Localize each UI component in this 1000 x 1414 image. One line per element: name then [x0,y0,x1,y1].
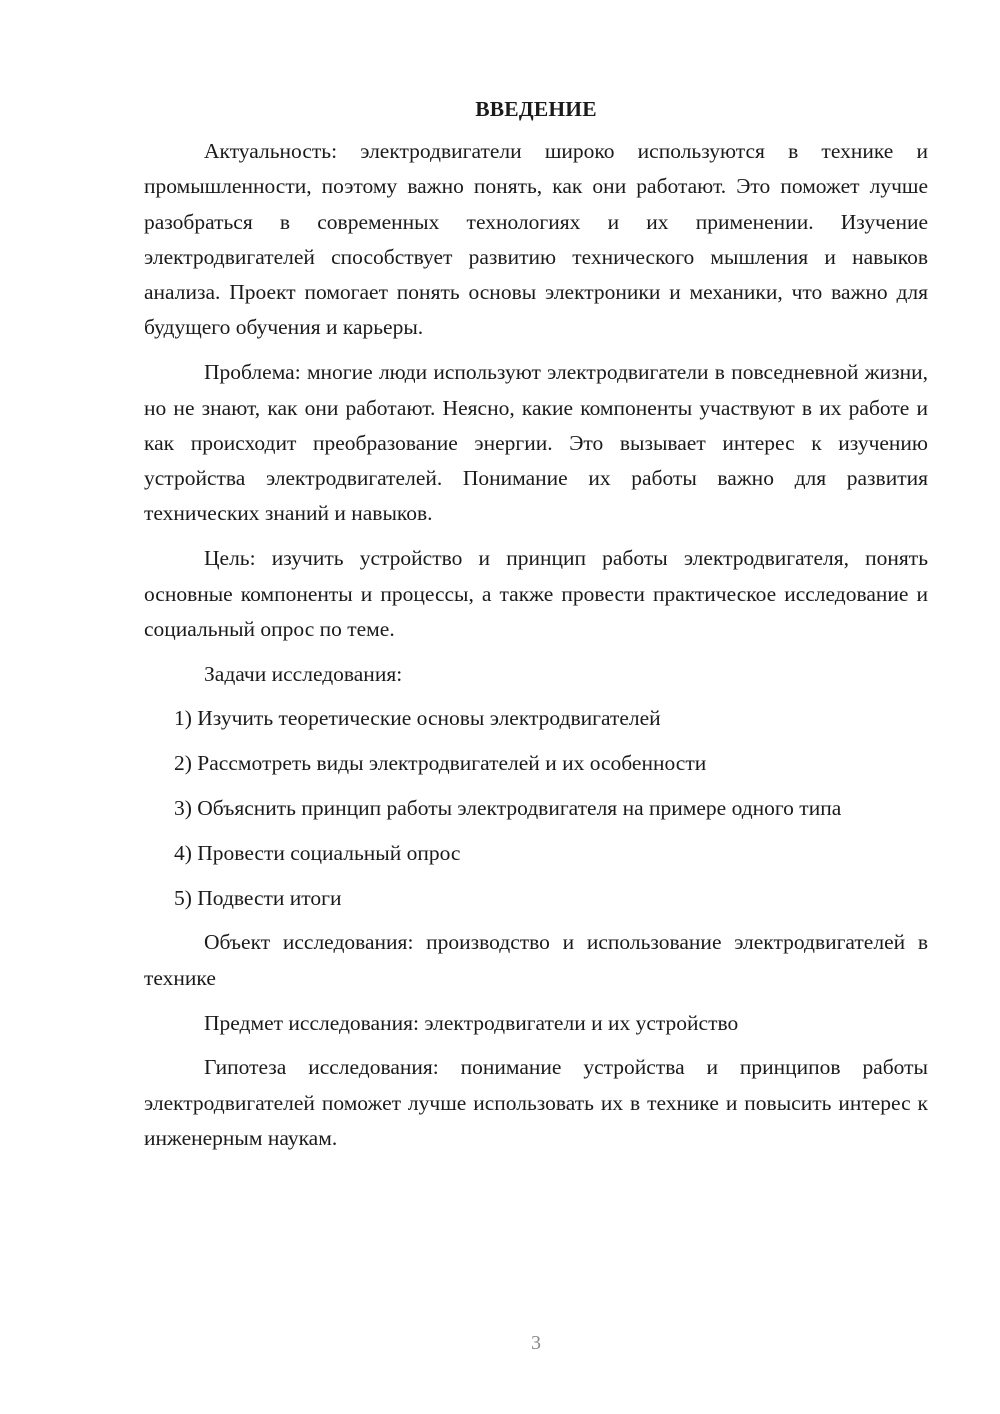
page-number: 3 [531,1332,541,1354]
task-item: 3) Объяснить принцип работы электродвигателя на примере одного типа [174,796,842,821]
problem-paragraph: Проблема: многие люди используют электродвигатели в повседневной жизни, но не знают, как они работают. Неясно, какие компоненты участвуют в их работе и как происходит преобразование энергии. Это вызывает интерес к изучению устройства электродвигателей. Понимание их работы важно для развития технических знаний и навыков. [144,360,928,526]
task-item: 2) Рассмотреть виды электродвигателей и их особенности [174,751,707,776]
document-page [144,92,928,1166]
task-item: 1) Изучить теоретические основы электродвигателей [174,706,661,731]
task-item: 5) Подвести итоги [174,885,342,910]
subject-paragraph: Предмет исследования: электродвигатели и их устройство [204,1010,739,1035]
task-item: 4) Провести социальный опрос [174,840,461,865]
section-title: ВВЕДЕНИЕ [475,97,597,121]
object-paragraph: Объект исследования: производство и использование электродвигателей в технике [144,930,928,990]
relevance-paragraph: Актуальность: электродвигатели широко используются в технике и промышленности, поэтому важно понять, как они работают. Это поможет лучше разобраться в современных технологиях и их применении. Изучение электродвигателей способствует развитию технического мышления и навыков анализа. Проект помогает понять основы электроники и механики, что важно для будущего обучения и карьеры. [144,139,928,340]
tasks-heading: Задачи исследования: [204,661,403,686]
hypothesis-paragraph: Гипотеза исследования: понимание устройства и принципов работы электродвигателей поможет лучше использовать их в технике и повысить интерес к инженерным наукам. [144,1055,928,1150]
goal-paragraph: Цель: изучить устройство и принцип работы электродвигателя, понять основные компоненты и процессы, а также провести практическое исследование и социальный опрос по теме. [144,546,928,641]
